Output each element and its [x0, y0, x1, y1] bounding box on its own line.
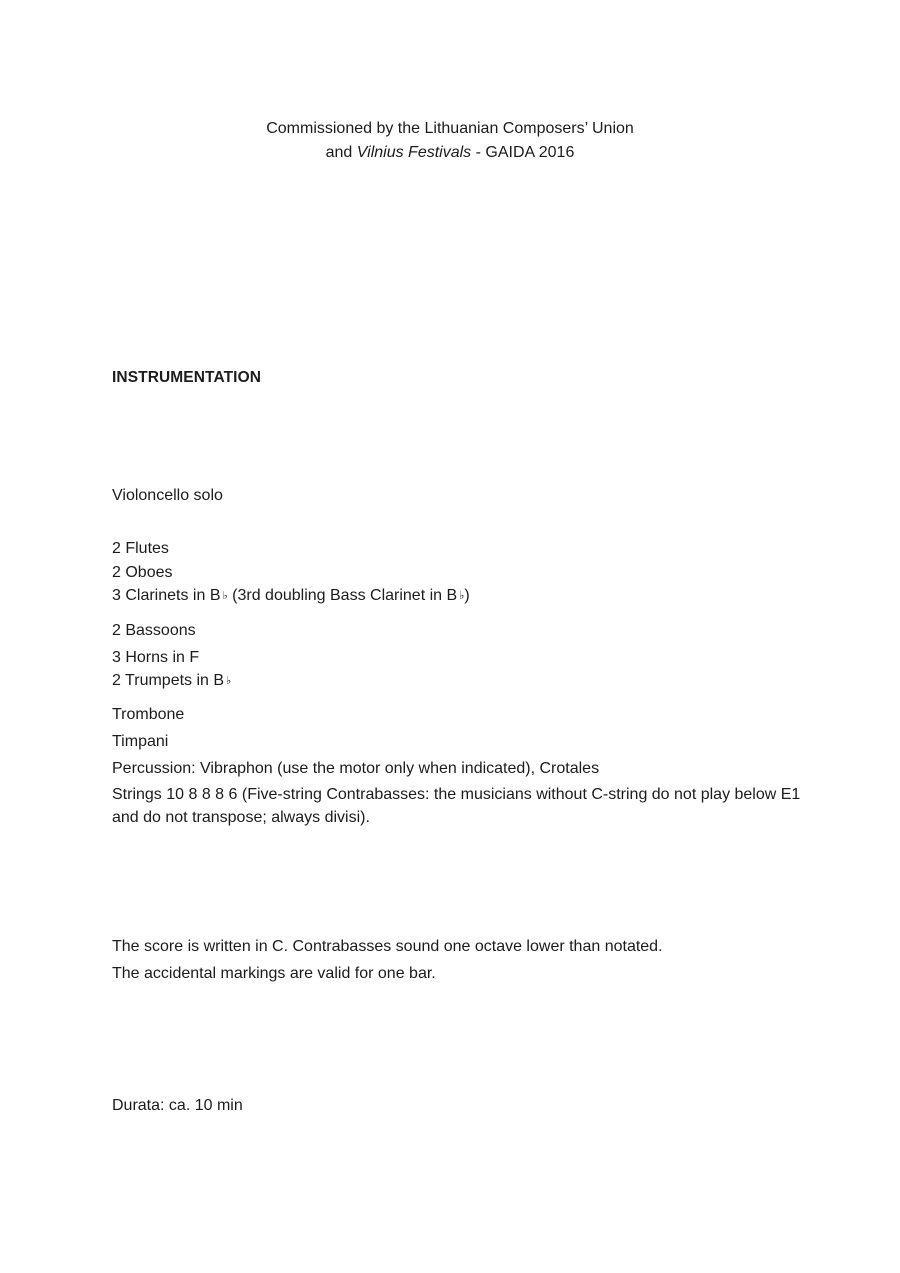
flat-sign: ♭: [459, 590, 465, 602]
instrument-strings: Strings 10 8 8 8 6 (Five-string Contrabasses: the musicians without C-string do not play below E1 and do not transpose; always divisi).: [112, 786, 801, 826]
instrument-bassoons: 2 Bassoons: [112, 622, 196, 639]
accidentals-note: The accidental markings are valid for one bar.: [112, 965, 436, 982]
commission-line-2: and Vilnius Festivals - GAIDA 2016: [325, 144, 575, 161]
commission-line-1: Commissioned by the Lithuanian Composers’ Union: [266, 120, 634, 137]
instrument-timpani: Timpani: [112, 733, 169, 750]
instrument-clarinets: 3 Clarinets in B ♭ (3rd doubling Bass Clarinet in B ♭): [112, 587, 470, 604]
duration: Durata: ca. 10 min: [112, 1097, 243, 1114]
soloist: Violoncello solo: [112, 487, 223, 504]
flat-sign: ♭: [226, 675, 232, 687]
instrument-oboes: 2 Oboes: [112, 564, 173, 581]
instrument-horns: 3 Horns in F: [112, 649, 200, 666]
instrument-trumpets: 2 Trumpets in B ♭: [112, 672, 232, 689]
instrument-trombone: Trombone: [112, 706, 185, 723]
commission-note: [0, 117, 900, 165]
score-note: The score is written in C. Contrabasses sound one octave lower than notated.: [112, 938, 663, 955]
instrument-flutes: 2 Flutes: [112, 540, 169, 557]
instrumentation-heading: INSTRUMENTATION: [112, 369, 262, 386]
flat-sign: ♭: [222, 590, 228, 602]
festival-name: Vilnius Festivals: [356, 144, 472, 161]
instrument-percussion: Percussion: Vibraphon (use the motor only when indicated), Crotales: [112, 760, 600, 777]
